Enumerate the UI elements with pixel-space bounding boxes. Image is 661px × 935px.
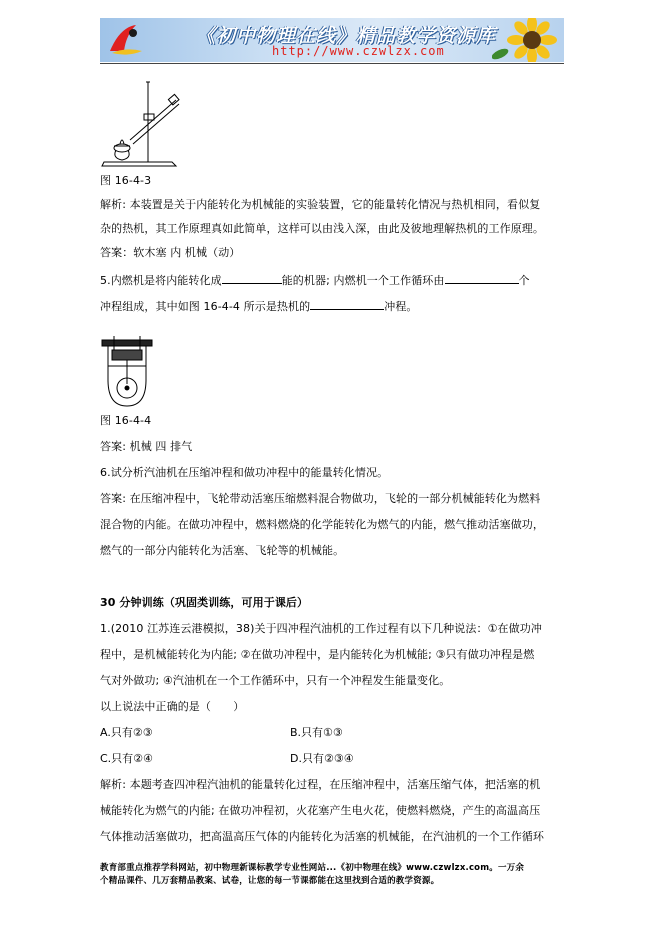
page-footer <box>100 862 570 888</box>
analysis-text: 气体推动活塞做功，把高温高压气体的内能转化为活塞的机械能，在汽油机的一个工作循环 <box>100 830 544 843</box>
question-1-text: 程中，是机械能转化为内能; ②在做功冲程中，是内能转化为机械能; ③只有做功冲程是燃 <box>100 648 535 661</box>
analysis-text: 杂的热机，其工作原理真如此简单，这样可以由浅入深，由此及彼地理解热机的工作原理。 <box>100 222 544 235</box>
option-d[interactable]: D.只有②③④ <box>290 752 354 765</box>
question-text: 能的机器; 内燃机一个工作循环由 <box>281 274 445 287</box>
header-title: 《初中物理在线》精品教学资源库 <box>196 25 497 47</box>
option-b[interactable]: B.只有①③ <box>290 726 343 739</box>
figure-16-4-4-caption: 图 16-4-4 <box>100 414 152 427</box>
question-5-line-1 <box>100 270 570 292</box>
question-text: 个 <box>518 274 530 287</box>
fill-blank[interactable] <box>222 271 282 284</box>
site-logo-icon <box>106 21 146 59</box>
footer-line: 教育部重点推荐学科网站，初中物理新课标教学专业性网站...《初中物理在线》www.czwlzx.com。一万余 <box>100 863 525 873</box>
header-banner <box>100 18 564 62</box>
question-text: 冲程组成，其中如图 16-4-4 所示是热机的 <box>100 300 311 313</box>
answer-text: 答案: 机械 四 排气 <box>100 440 193 453</box>
option-c[interactable]: C.只有②④ <box>100 752 153 765</box>
question-text: 5.内燃机是将内能转化成 <box>100 274 222 287</box>
header-rule <box>100 63 564 64</box>
question-1-text: 1.(2010 江苏连云港模拟，38)关于四冲程汽油机的工作过程有以下几种说法：①在做功冲 <box>100 622 542 635</box>
figure-16-4-3-caption: 图 16-4-3 <box>100 174 152 187</box>
answer-text: 混合物的内能。在做功冲程中，燃料燃烧的化学能转化为燃气的内能，燃气推动活塞做功， <box>100 518 544 531</box>
answer-text: 燃气的一部分内能转化为活塞、飞轮等的机械能。 <box>100 544 345 557</box>
answer-text: 答案: 在压缩冲程中，飞轮带动活塞压缩燃料混合物做功，飞轮的一部分机械能转化为燃料 <box>100 492 541 505</box>
figure-16-4-4 <box>100 336 154 410</box>
question-text: 冲程。 <box>384 300 418 313</box>
analysis-text: 解析: 本题考查四冲程汽油机的能量转化过程，在压缩冲程中，活塞压缩气体，把活塞的机 <box>100 778 541 791</box>
answer-text: 答案：软木塞 内 机械（动） <box>100 246 241 259</box>
fill-blank[interactable] <box>445 271 519 284</box>
question-1-text: 以上说法中正确的是（ ） <box>100 700 245 713</box>
analysis-text: 解析: 本装置是关于内能转化为机械能的实验装置，它的能量转化情况与热机相同，看似复 <box>100 198 541 211</box>
option-a[interactable]: A.只有②③ <box>100 726 153 739</box>
header-url[interactable]: http://www.czwlzx.com <box>272 44 445 58</box>
question-5-line-2 <box>100 296 570 318</box>
question-6-text: 6.试分析汽油机在压缩冲程和做功冲程中的能量转化情况。 <box>100 466 389 479</box>
sunflower-icon <box>492 18 562 62</box>
section-heading: 30 分钟训练（巩固类训练，可用于课后） <box>100 596 309 609</box>
figure-16-4-3 <box>100 78 180 170</box>
fill-blank[interactable] <box>310 297 384 310</box>
footer-line: 个精品课件、几万套精品教案、试卷，让您的每一节课都能在这里找到合适的教学资源。 <box>100 876 440 886</box>
question-1-text: 气对外做功; ④汽油机在一个工作循环中，只有一个冲程发生能量变化。 <box>100 674 451 687</box>
analysis-text: 械能转化为燃气的内能; 在做功冲程初，火花塞产生电火花，使燃料燃烧，产生的高温高压 <box>100 804 541 817</box>
